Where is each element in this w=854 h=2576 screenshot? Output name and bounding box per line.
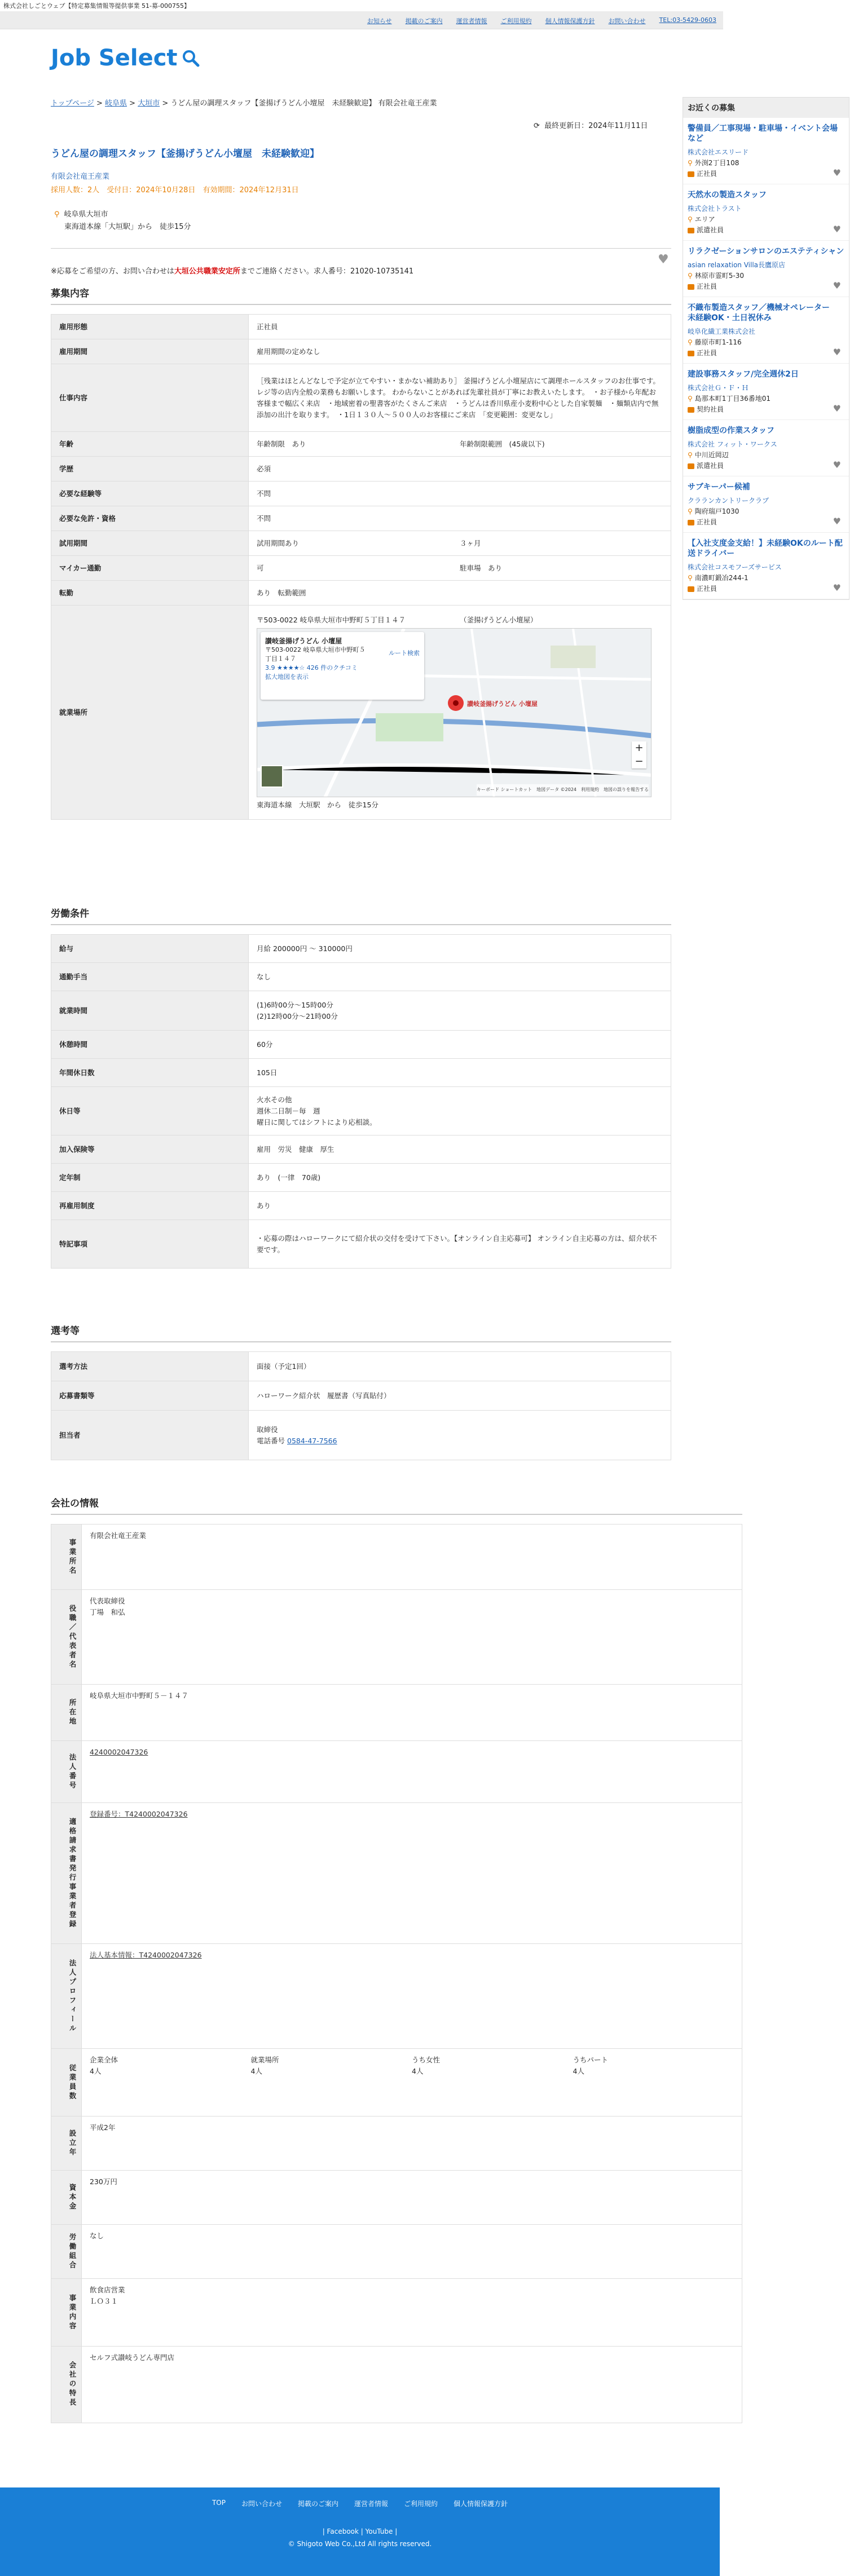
row-value: セルフ式讃岐うどん専門店 — [82, 2347, 742, 2423]
company-table — [51, 1524, 742, 2423]
row-label: 担当者 — [51, 1411, 249, 1460]
nearby-job-item[interactable] — [683, 297, 849, 364]
table-row — [51, 339, 671, 364]
zoom-in-icon[interactable]: + — [635, 741, 644, 754]
table-row — [51, 364, 671, 432]
nearby-job-address — [688, 450, 844, 459]
nearby-job-type — [688, 404, 844, 414]
row-value: 火水その他 週休二日制－毎 週 曜日に関してはシフトにより応相談。 — [249, 1087, 671, 1135]
table-row — [51, 1059, 671, 1087]
nearby-job-company[interactable]: 株式会社エスリード — [688, 148, 749, 156]
row-value: 105日 — [249, 1059, 671, 1087]
type-text: 正社員 — [697, 518, 717, 526]
favorite-heart-icon[interactable]: ♥ — [833, 459, 841, 470]
address-text: エリア — [694, 215, 715, 223]
row-label: 年間休日数 — [51, 1059, 249, 1087]
table-row — [51, 1220, 671, 1269]
map-card-address: 〒503-0022 岐阜県大垣市中野町５丁目１４７ — [265, 646, 366, 662]
zoom-out-icon[interactable]: − — [635, 755, 644, 767]
row-value: (1)6時00分〜15時00分 (2)12時00分〜21時00分 — [249, 991, 671, 1031]
map-rating: 3.9 ★★★★☆ 426 件のクチコミ — [265, 664, 358, 671]
top-bar — [0, 11, 723, 29]
row-label: 応募書類等 — [51, 1381, 249, 1411]
workplace-addr — [257, 615, 663, 626]
staff-counts — [90, 2054, 734, 2077]
row-label: 学歴 — [51, 457, 249, 481]
briefcase-icon — [688, 284, 694, 290]
nearby-job-title[interactable]: 建設事務スタッフ/完全週休2日 — [688, 370, 799, 379]
nearby-job-item[interactable] — [683, 184, 849, 241]
row-value: ［残業はほとんどなしで予定が立てやすい・まかない補助あり］ 釜揚げうどん小壇屋店にて調理ホールスタッフのお仕事です。 レジ等の店内全般の業務もお願いします。 わからないことがあれば先輩社員が丁寧にお教えいたします。 ・お子様から年配お客様まで幅広く来店 ・地域密着の聖書客がたくさんご来店 ・うどんは香川県産小麦粉中心とした自家製麺 ・麺類店内で無添加の出汁を取ります。 ・1日１３０人〜５００人のお客様にご来店 「変更範囲：変更なし」 — [249, 364, 671, 432]
row-value: 230万円 — [82, 2171, 742, 2225]
row-label: 仕事内容 — [51, 364, 249, 432]
address-text: 南濃町鍛冶244-1 — [694, 574, 749, 582]
nearby-job-address — [688, 158, 844, 167]
recruit-section — [51, 285, 671, 820]
nearby-job-item[interactable] — [683, 364, 849, 420]
nearby-job-address — [688, 214, 844, 224]
row-value: 不問 — [249, 506, 671, 531]
row-label: 休日等 — [51, 1087, 249, 1135]
table-row — [51, 1031, 671, 1059]
search-icon — [181, 48, 200, 68]
map-card-title: 讃岐釜揚げうどん 小壇屋 — [265, 637, 342, 645]
address-text: 藤原市町1-116 — [694, 338, 742, 346]
hellowork-office: 大垣公共職業安定所 — [174, 267, 240, 276]
favorite-heart-icon[interactable]: ♥ — [833, 403, 841, 414]
location-pin-icon: ⚲ — [688, 451, 693, 459]
location-pin-icon: ⚲ — [688, 574, 693, 582]
table-row — [51, 2279, 742, 2347]
nearby-jobs-sidebar — [683, 97, 849, 600]
staff-count: 4人 — [573, 2067, 584, 2075]
workplace-address: 〒503-0022 岐阜県大垣市中野町５丁目１４７ — [257, 615, 406, 624]
table-row — [51, 1411, 671, 1460]
value-a: 試用期間あり — [257, 538, 300, 547]
nearby-job-type — [688, 461, 844, 470]
staff-label: うちパート — [573, 2056, 609, 2064]
footer-link[interactable]: ご利用規約 — [404, 2500, 438, 2508]
table-row — [51, 1135, 671, 1164]
breadcrumb-current: うどん屋の調理スタッフ【釜揚げうどん小壇屋 未経験歓迎】 有限会社竜王産業 — [170, 99, 437, 108]
tel-link[interactable]: 0584-47-7566 — [287, 1436, 337, 1445]
selection-table — [51, 1351, 671, 1460]
briefcase-icon — [688, 586, 694, 592]
row-value — [82, 1944, 742, 2049]
table-row — [51, 1590, 742, 1685]
job-address — [54, 209, 191, 233]
row-value — [249, 531, 671, 556]
table-row — [51, 606, 671, 820]
inquiry-pre: ※応募をご希望の方、お問い合わせは — [51, 267, 174, 276]
row-label: 加入保険等 — [51, 1135, 249, 1164]
footer-link[interactable]: お問い合わせ — [241, 2500, 282, 2508]
nearby-job-address — [688, 337, 844, 347]
row-value: 60分 — [249, 1031, 671, 1059]
table-row — [51, 1087, 671, 1135]
row-label: 再雇用制度 — [51, 1192, 249, 1220]
row-value: 飲食店営業 ＬＯ３１ — [82, 2279, 742, 2347]
table-row — [51, 481, 671, 506]
refresh-icon: ⟳ — [534, 122, 540, 130]
row-value: あり (一律 70歳) — [249, 1164, 671, 1192]
nearby-job-type — [688, 225, 844, 235]
table-row — [51, 556, 671, 581]
favorite-heart-icon[interactable]: ♥ — [833, 280, 841, 291]
row-value: 代表取締役 丁場 和弘 — [82, 1590, 742, 1685]
row-label: 選考方法 — [51, 1352, 249, 1381]
footer-link[interactable]: 掲載のご案内 — [297, 2500, 338, 2508]
type-text: 正社員 — [697, 170, 717, 178]
map-info-card — [261, 632, 424, 700]
row-label: 設立年 — [51, 2117, 82, 2171]
nearby-job-company[interactable]: クラランカントリークラブ — [688, 497, 769, 505]
breadcrumb-home[interactable]: トップページ — [51, 99, 94, 108]
type-text: 派遣社員 — [697, 462, 724, 470]
nearby-job-title[interactable]: リラクゼーションサロンのエステティシャン — [688, 247, 844, 256]
row-label: 雇用形態 — [51, 315, 249, 339]
top-nav-link[interactable]: TEL:03-5429-0603 — [659, 16, 716, 24]
nearby-job-item[interactable] — [683, 476, 849, 533]
map-satellite-toggle[interactable] — [261, 765, 283, 788]
two-col — [257, 538, 663, 549]
company-info-link[interactable]: 法人基本情報：T4240002047326 — [90, 1951, 202, 1959]
nearby-job-company[interactable]: 株式会社Ｇ・Ｆ・Ｈ — [688, 384, 749, 392]
nearby-job-item[interactable] — [683, 533, 849, 599]
breadcrumb-pref[interactable]: 岐阜県 — [105, 99, 127, 108]
last-updated — [534, 120, 648, 130]
top-nav — [367, 16, 716, 25]
row-value: あり 転勤範囲 — [249, 581, 671, 606]
nearby-job-type — [688, 281, 844, 291]
row-value: なし — [249, 963, 671, 991]
row-value — [82, 1803, 742, 1944]
nearby-job-title[interactable]: 警備員／工事現場・駐車場・イベント会場など — [688, 124, 838, 143]
favorite-heart-icon[interactable]: ♥ — [833, 582, 841, 593]
row-value: 必須 — [249, 457, 671, 481]
table-row — [51, 2049, 742, 2117]
workplace-name: （釜揚げうどん小壇屋） — [460, 615, 538, 624]
top-nav-link[interactable]: 個人情報保護方針 — [545, 17, 595, 25]
footer-link[interactable]: TOP — [212, 2499, 226, 2507]
favorite-heart-icon[interactable]: ♥ — [833, 347, 841, 357]
nearby-job-address — [688, 506, 844, 516]
nearby-job-address — [688, 573, 844, 582]
logo-text: Job Select — [51, 45, 178, 71]
row-label: 従業員数 — [51, 2049, 82, 2117]
nearby-job-company[interactable]: 株式会社 フィット・ワークス — [688, 440, 777, 448]
briefcase-icon — [688, 520, 694, 525]
map-larger-link[interactable]: 拡大地図を表示 — [265, 673, 309, 681]
inquiry-note — [51, 265, 413, 276]
table-row — [51, 2171, 742, 2225]
table-row — [51, 1192, 671, 1220]
company-link[interactable]: 有限会社竜王産業 — [51, 173, 110, 181]
location-pin-icon: ⚲ — [688, 338, 693, 346]
map-attribution: キーボード ショートカット 地図データ ©2024 利用規約 地図の誤りを報告する — [477, 784, 649, 796]
table-row — [51, 1525, 742, 1590]
breadcrumb: トップページ > 岐阜県 > 大垣市 > うどん屋の調理スタッフ【釜揚げうどん小壇屋 未経験歓迎】 有限会社竜王産業 — [51, 99, 437, 108]
labor-heading: 労働条件 — [51, 905, 671, 925]
table-row — [51, 457, 671, 481]
row-label: 休憩時間 — [51, 1031, 249, 1059]
company-heading: 会社の情報 — [51, 1495, 742, 1515]
company-info-link[interactable]: 4240002047326 — [90, 1748, 148, 1756]
job-title: うどん屋の調理スタッフ【釜揚げうどん小壇屋 未経験歓迎】 — [51, 148, 319, 160]
location-pin-icon: ⚲ — [688, 159, 693, 167]
staff-label: 企業全体 — [90, 2056, 118, 2064]
nearby-job-type — [688, 348, 844, 357]
table-row — [51, 935, 671, 963]
row-value — [82, 1741, 742, 1803]
nearby-job-type — [688, 584, 844, 593]
two-col — [257, 563, 663, 574]
job-meta: 採用人数：2人 受付日：2024年10月28日 有効期間：2024年12月31日 — [51, 186, 299, 195]
table-row — [51, 581, 671, 606]
nearby-job-company[interactable]: 株式会社トラスト — [688, 205, 742, 213]
staff-count: 4人 — [412, 2067, 424, 2075]
row-label: 法人番号 — [51, 1741, 82, 1803]
briefcase-icon — [688, 171, 694, 177]
location-pin-icon: ⚲ — [688, 272, 693, 280]
labor-table — [51, 934, 671, 1269]
row-value: なし — [82, 2225, 742, 2279]
value-b: 年齢制限範囲 (45歳以下) — [460, 439, 545, 448]
nearby-job-address — [688, 394, 844, 403]
footer-link[interactable]: 個人情報保護方針 — [454, 2500, 508, 2508]
briefcase-icon — [688, 228, 694, 233]
row-value: 平成2年 — [82, 2117, 742, 2171]
row-label: 雇用期間 — [51, 339, 249, 364]
two-col — [257, 439, 663, 450]
breadcrumb-city[interactable]: 大垣市 — [138, 99, 160, 108]
top-nav-link[interactable]: ご利用規約 — [500, 17, 532, 25]
row-value: 月給 200000円 〜 310000円 — [249, 935, 671, 963]
row-label: 必要な免許・資格 — [51, 506, 249, 531]
row-value: ハローワーク紹介状 履歴書（写真貼付） — [249, 1381, 671, 1411]
staff-label: 就業場所 — [250, 2056, 279, 2064]
last-updated-text: 最終更新日：2024年11月11日 — [544, 122, 648, 130]
row-label: 就業時間 — [51, 991, 249, 1031]
table-row — [51, 432, 671, 457]
table-row — [51, 1944, 742, 2049]
nearby-job-item[interactable] — [683, 118, 849, 184]
top-nav-link[interactable]: 運営者情報 — [456, 17, 487, 25]
selection-heading: 選考等 — [51, 1323, 671, 1342]
favorite-heart-icon[interactable]: ♥ — [833, 167, 841, 178]
nearby-job-type — [688, 169, 844, 178]
row-value — [82, 2049, 742, 2117]
nearby-job-title[interactable]: 樹脂成型の作業スタッフ — [688, 426, 774, 435]
row-value: 正社員 — [249, 315, 671, 339]
nearby-job-company[interactable]: asian relaxation Villa長鷹原店 — [688, 261, 786, 269]
row-value: 岐阜県大垣市中野町５－１４７ — [82, 1685, 742, 1741]
table-row — [51, 963, 671, 991]
table-row — [51, 991, 671, 1031]
favorite-heart-icon[interactable]: ♥ — [833, 224, 841, 235]
value-b: ３ヶ月 — [460, 538, 481, 547]
row-value — [249, 1411, 671, 1460]
value-b: 駐車場 あり — [460, 563, 503, 572]
row-label: 転勤 — [51, 581, 249, 606]
company-section — [51, 1495, 742, 2423]
row-label: 事業所名 — [51, 1525, 82, 1590]
favorite-heart-icon[interactable]: ♥ — [833, 516, 841, 527]
row-value: あり — [249, 1192, 671, 1220]
value-a: 可 — [257, 563, 264, 572]
row-label: 役職／代表者名 — [51, 1590, 82, 1685]
row-label: 所在地 — [51, 1685, 82, 1741]
sidebar-heading: お近くの募集 — [683, 98, 849, 118]
nearby-job-item[interactable] — [683, 241, 849, 297]
map-route-button[interactable]: ルート検索 — [389, 649, 420, 657]
footer-link[interactable]: 運営者情報 — [354, 2500, 389, 2508]
row-label: 法人プロフィール — [51, 1944, 82, 2049]
type-text: 派遣社員 — [697, 226, 724, 234]
row-label: 会社の特長 — [51, 2347, 82, 2423]
row-value: 雇用 労災 健康 厚生 — [249, 1135, 671, 1164]
labor-section — [51, 905, 671, 1269]
map-pin-label: 讃岐釜揚げうどん 小壇屋 — [467, 700, 538, 708]
contact-role: 取締役 — [257, 1425, 278, 1434]
row-value — [249, 432, 671, 457]
staff-label: うち女性 — [412, 2056, 441, 2064]
nearby-job-company[interactable]: 岐阜化繊工業株式会社 — [688, 328, 756, 335]
address-text: 島那本町1丁目36番地01 — [694, 395, 771, 403]
staff-col — [573, 2054, 734, 2077]
top-nav-link[interactable]: お問い合わせ — [608, 17, 646, 25]
staff-count: 4人 — [250, 2067, 262, 2075]
row-label: 特記事項 — [51, 1220, 249, 1269]
row-value — [249, 556, 671, 581]
nearby-job-title[interactable]: 【入社支度金支給！】未経験OKのルート配送ドライバー — [688, 539, 843, 558]
row-label: 試用期間 — [51, 531, 249, 556]
briefcase-icon — [688, 463, 694, 469]
table-row — [51, 1741, 742, 1803]
table-row — [51, 1381, 671, 1411]
map-zoom-controls[interactable] — [632, 741, 646, 768]
row-value: 有限会社竜王産業 — [82, 1525, 742, 1590]
staff-col — [90, 2054, 251, 2077]
nearby-job-title[interactable]: 天然水の製造スタッフ — [688, 191, 767, 200]
nearby-job-title[interactable]: サブキーパー候補 — [688, 483, 750, 492]
workplace-access: 東海道本線 大垣駅 から 徒歩15分 — [257, 800, 378, 809]
type-text: 正社員 — [697, 349, 717, 357]
row-value: 雇用期間の定めなし — [249, 339, 671, 364]
staff-col — [412, 2054, 573, 2077]
workplace-value — [249, 606, 671, 820]
location-pin-icon: ⚲ — [688, 507, 693, 515]
row-label: 年齢 — [51, 432, 249, 457]
table-row — [51, 2347, 742, 2423]
row-label: 給与 — [51, 935, 249, 963]
address-text: 林原市霊町5-30 — [694, 272, 745, 280]
briefcase-icon — [688, 351, 694, 356]
table-row — [51, 506, 671, 531]
value-a: 年齢制限 あり — [257, 439, 306, 448]
favorite-heart-icon[interactable]: ♥ — [658, 253, 669, 267]
nearby-job-type — [688, 517, 844, 527]
company-notice: 株式会社しごとウェブ【特定募集情報等提供事業 51-募-000755】 — [3, 2, 190, 10]
google-map[interactable] — [257, 628, 651, 797]
table-row — [51, 1803, 742, 1944]
nearby-job-company[interactable]: 株式会社コスモフーズサービス — [688, 563, 782, 571]
nearby-job-address — [688, 271, 844, 280]
row-label: 資本金 — [51, 2171, 82, 2225]
footer — [0, 2487, 720, 2576]
staff-col — [251, 2054, 412, 2077]
row-label: 労働組合 — [51, 2225, 82, 2279]
location-pin-icon: ⚲ — [688, 215, 693, 223]
divider — [51, 248, 671, 249]
recruit-heading: 募集内容 — [51, 285, 671, 305]
copyright: © Shigoto Web Co.,Ltd All rights reserved. — [288, 2540, 432, 2548]
access-line: 東海道本線「大垣駅」から 徒歩15分 — [64, 223, 191, 231]
type-text: 契約社員 — [697, 405, 724, 413]
logo[interactable] — [51, 45, 200, 71]
tel-label: 電話番号 — [257, 1436, 285, 1445]
briefcase-icon — [688, 407, 694, 413]
row-label: 通勤手当 — [51, 963, 249, 991]
type-text: 正社員 — [697, 585, 717, 593]
address-text: 陶府瑞戸1030 — [694, 507, 739, 515]
table-row — [51, 1164, 671, 1192]
nearby-job-item[interactable] — [683, 420, 849, 476]
row-value: ・応募の際はハローワークにて紹介状の交付を受けて下さい。【オンライン自主応募可】 オンライン自主応募の方は、紹介状不要です。 — [249, 1220, 671, 1269]
recruit-table — [51, 314, 671, 820]
row-label: 適格請求書発行事業者登録 — [51, 1803, 82, 1944]
row-value: 不問 — [249, 481, 671, 506]
table-row — [51, 1352, 671, 1381]
table-row — [51, 315, 671, 339]
row-label: 必要な経験等 — [51, 481, 249, 506]
table-row — [51, 2225, 742, 2279]
address-text: 外渕2丁目108 — [694, 159, 739, 167]
table-row — [51, 2117, 742, 2171]
company-info-link[interactable]: 登録番号：T4240002047326 — [90, 1810, 188, 1818]
row-label: 定年制 — [51, 1164, 249, 1192]
row-value: 面接（予定1回） — [249, 1352, 671, 1381]
row-label: マイカー通勤 — [51, 556, 249, 581]
staff-count: 4人 — [90, 2067, 102, 2075]
type-text: 正社員 — [697, 282, 717, 290]
social-links[interactable]: | Facebook | YouTube | — [322, 2528, 398, 2535]
top-nav-link[interactable]: 掲載のご案内 — [405, 17, 443, 25]
row-label: 就業場所 — [51, 606, 249, 820]
inquiry-post: までご連絡ください。求人番号：21020-10735141 — [240, 267, 414, 276]
nearby-job-title[interactable]: 不織布製造スタッフ／機械オペレーター 未経験OK・土日祝休み — [688, 303, 838, 322]
row-label: 事業内容 — [51, 2279, 82, 2347]
address-text: 中川近岡辺 — [694, 451, 729, 459]
footer-links — [0, 2499, 720, 2508]
table-row — [51, 1685, 742, 1741]
table-row — [51, 531, 671, 556]
location-pin-icon: ⚲ — [54, 210, 60, 219]
top-nav-link[interactable]: お知らせ — [367, 17, 392, 25]
location-pin-icon: ⚲ — [688, 395, 693, 403]
address-line: 岐阜県大垣市 — [64, 210, 108, 219]
selection-section — [51, 1323, 671, 1460]
